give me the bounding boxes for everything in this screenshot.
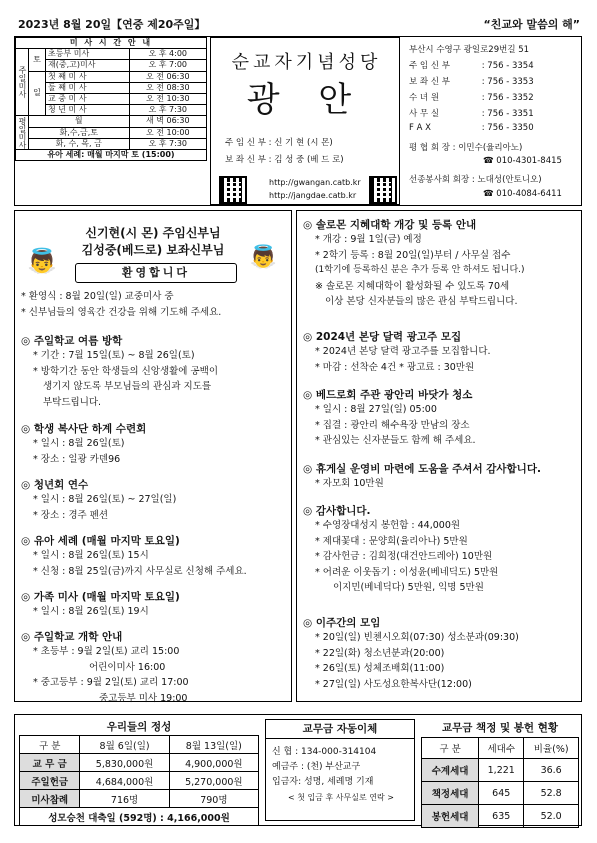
auto-transfer-box	[265, 719, 415, 821]
welcome-item: * 신부님들의 영육간 건강을 위해 기도해 주세요.	[21, 306, 222, 318]
council-president: 평 협 회 장 : 이민수(율리아노)	[409, 143, 523, 153]
council-phone: ☎ 010-4301-8415	[483, 156, 562, 166]
section-solomon-college: ◎ 솔로몬 지혜대학 개강 및 등록 안내 * 개강 : 9월 1일(금) 예정 * 2학기 등록 : 8월 20일(일)부터 / 사무실 접수 (1학기에 등록하신 분은 추가 등록 안 하셔도 됩니다.) ※ 솔로몬 지혜대학이 활성화될 수 있도록 70세 이상 본당 신자분들의 많은 관심 부탁드립니다.	[303, 219, 525, 307]
phone-icon: ☎	[483, 156, 497, 166]
stats-head: 8월 6일(일)	[80, 736, 169, 754]
transfer-holder: 예금주 : (천) 부산교구	[272, 762, 361, 772]
table-row: 교 무 금 5,830,000원 4,900,000원	[20, 754, 259, 772]
saturday-label: 토	[29, 49, 46, 71]
mass-name: 화,수,금,토	[29, 127, 130, 138]
header-box	[14, 36, 582, 206]
contact-phone: 756 - 3353	[487, 77, 534, 87]
section-beach-cleanup: ◎ 베드로회 주관 광안리 바닷가 청소 * 일시 : 8월 27일(일) 05:00 * 집결 : 광안리 해수욕장 만남의 장소 * 관심있는 신자분들도 함께 해 주세요.	[303, 389, 476, 446]
table-row: 주일헌금 4,684,000원 5,270,000원	[20, 772, 259, 790]
funeral-leader: 선종봉사회 회장 : 노대성(안토니오)	[409, 175, 542, 185]
contact-label: 주 임 신 부	[409, 61, 450, 71]
sunday-mass-label: 주일미사	[16, 49, 29, 116]
qr-code-icon[interactable]	[369, 176, 397, 204]
transfer-caution: < 첫 입금 후 사무실로 연락 >	[288, 793, 394, 802]
date-liturgy: 2023년 8월 20일【연중 제20주일】	[18, 18, 206, 31]
contact-phone: 756 - 3354	[487, 61, 534, 71]
year-theme: “친교와 말씀의 해”	[483, 18, 580, 31]
section-infant-baptism: ◎ 유아 세례 (매월 마지막 토요일) * 일시 : 8월 26일(토) 15시 * 신청 : 8월 25일(금)까지 사무실로 신청해 주세요.	[21, 535, 247, 577]
section-thanks: ◎ 감사합니다. * 수영장대성지 봉헌함 : 44,000원 * 제대꽃대 : 문양희(율리아나) 5만원 * 감사헌금 : 김희정(대건안드레아) 10만원 * 어려운 이웃돕기 : 이성윤(베네딕도) 5만원 이지민(베네딕다) 5만원, 익명 5만원	[303, 505, 499, 593]
contact-info: 부산시 수영구 광일로29번길 51 주 임 신 부 : 756 - 3354 보 좌 신 부 : 756 - 3353 수 녀 원 : 756 - 3352 사 무 실 : 756 - 3351 F A X : 756 - 3350 평 협 회 장 : 이민수(율리아노) ☎ 010-4301-8415 선종봉사회 회장 : 노대성(안토니오) ☎ 010-4084-6411	[403, 37, 581, 205]
table-row: 수계세대 1,221 36.6	[422, 759, 579, 782]
pastor-line: 주 임 신 부 : 신 기 현 (시 몬)	[225, 138, 333, 148]
infant-baptism-note: 유아 세례: 매월 마지막 토 (15:00)	[16, 149, 207, 160]
top-bar	[18, 14, 580, 34]
mass-time: 오 후 7:30	[129, 138, 206, 149]
mass-time: 오 전 10:30	[129, 93, 206, 104]
weekday-mass-label: 평일미사	[16, 116, 29, 150]
assistant-line: 보 좌 신 부 : 김 성 중 (베 드 로)	[225, 155, 344, 165]
table-row: 책정세대 645 52.8	[422, 782, 579, 805]
right-column	[296, 210, 582, 702]
welcome-line-2: 김성중(베드로) 보좌신부님	[81, 243, 225, 257]
contact-phone: 756 - 3352	[487, 93, 534, 103]
church-url-2[interactable]: http://jangdae.catb.kr	[269, 191, 357, 200]
mass-name: 둘 째 미 사	[46, 82, 130, 93]
contact-phone: 756 - 3350	[487, 123, 534, 133]
allotment-title: 교무금 책정 및 봉헌 현황	[441, 722, 559, 734]
transfer-note: 입금자: 성명, 세례명 기재	[272, 777, 374, 787]
section-calendar-ads: ◎ 2024년 본당 달력 광고주 모집 * 2024년 본당 달력 광고주를 모집합니다. * 마감 : 선착순 4건 * 광고료 : 30만원	[303, 331, 491, 373]
stats-title: 우리들의 정성	[106, 721, 172, 733]
mass-time: 오 전 08:30	[129, 82, 206, 93]
section-meetings: ◎ 이주간의 모임 * 20일(일) 빈첸시오회(07:30) 성소분과(09:30) * 22일(화) 청소년분과(20:00) * 26일(토) 성체조배회(11:00) * 27일(일) 사도성요한복사단(12:00)	[303, 617, 519, 690]
section-youth-retreat: ◎ 청년회 연수 * 일시 : 8월 26일(토) ~ 27일(일) * 장소 : 경주 펜션	[21, 479, 177, 521]
welcome-line-1: 신기현(시 몬) 주임신부님	[85, 226, 221, 240]
qr-code-icon[interactable]	[219, 176, 247, 204]
mass-schedule	[15, 37, 207, 205]
leader-phone: ☎ 010-4084-6411	[483, 189, 562, 199]
contact-phone: 756 - 3351	[487, 109, 534, 119]
transfer-bank: 신 협 : 134-000-314104	[272, 747, 377, 757]
table-row: 미사참례 716명 790명	[20, 790, 259, 808]
mass-time: 오 전 06:30	[129, 71, 206, 82]
mass-time: 새 벽 06:30	[129, 116, 206, 127]
mass-name: 청 년 미 사	[46, 105, 130, 116]
stats-footer: 성모승천 대축일 (592명) : 4,166,000원	[20, 808, 259, 826]
section-altar-servers: ◎ 학생 복사단 하계 수련회 * 일시 : 8월 26일(토) * 장소 : 일광 카덴96	[21, 423, 147, 465]
offering-stats	[19, 719, 259, 826]
mass-time: 오 후 7:30	[129, 105, 206, 116]
section-summer-break: ◎ 주일학교 여름 방학 * 기간 : 7월 15일(토) ~ 8월 26일(토) * 방학기간 동안 학생들의 신앙생활에 공백이 생기지 않도록 부모님들의 관심과 지도를 부탁드립니다.	[21, 335, 219, 408]
angel-icon: 👼	[249, 245, 277, 270]
address: 부산시 수영구 광일로29번길 51	[409, 45, 530, 55]
mass-time: 오 후 4:00	[129, 49, 206, 60]
welcome-banner: 환영합니다	[75, 263, 237, 283]
transfer-title: 교무금 자동이체	[266, 720, 414, 739]
allotment-status: 교무금 책정 및 봉헌 현황 구 분 세대수 비율(%) 수계세대 1,221 36.6 책정세대 645 52.8 봉헌세대 635 52.0	[421, 719, 579, 828]
welcome-item: * 환영식 : 8월 20일(일) 교중미사 중	[21, 291, 174, 302]
table-row: 봉헌세대 635 52.0	[422, 805, 579, 828]
church-motto: 순교자기념성당	[231, 52, 382, 73]
contact-label: 사 무 실	[409, 109, 440, 119]
angel-icon: 👼	[27, 247, 57, 275]
bottom-box	[14, 714, 582, 826]
church-info	[210, 37, 400, 205]
section-family-mass: ◎ 가족 미사 (매월 마지막 토요일) * 일시 : 8월 26일(토) 19시	[21, 591, 180, 617]
contact-label: F A X	[409, 123, 431, 133]
left-column	[14, 210, 292, 702]
church-name: 광 안	[246, 80, 366, 120]
section-school-opening: ◎ 주일학교 개학 안내 * 초등부 : 9월 2일(토) 교리 15:00 어린이미사 16:00 * 중고등부 : 9월 2일(토) 교리 17:00 중고등부 미사 19:00	[21, 631, 189, 704]
mass-name: 교 중 미 사	[46, 93, 130, 104]
section-lounge-thanks: ◎ 휴게실 운영비 마련에 도움을 주셔서 감사합니다. * 자모회 10만원	[303, 463, 541, 489]
contact-label: 수 녀 원	[409, 93, 440, 103]
mass-name: 월	[29, 116, 130, 127]
stats-head: 8월 13일(일)	[169, 736, 258, 754]
phone-icon: ☎	[483, 189, 497, 199]
mass-name: 화, 수, 목, 금	[29, 138, 130, 149]
contact-label: 보 좌 신 부	[409, 77, 450, 87]
sunday-label: 일	[29, 71, 46, 116]
mass-name: 초등부 미사	[46, 49, 130, 60]
mass-time: 오 전 10:00	[129, 127, 206, 138]
mass-name: 첫 째 미 사	[46, 71, 130, 82]
church-url-1[interactable]: http://gwangan.catb.kr	[269, 178, 361, 187]
mass-name: 재(중,고)미사	[46, 60, 130, 71]
mass-schedule-title: 미 사 시 간 안 내	[16, 38, 207, 49]
mass-time: 오 후 7:00	[129, 60, 206, 71]
stats-head: 구 분	[20, 736, 80, 754]
